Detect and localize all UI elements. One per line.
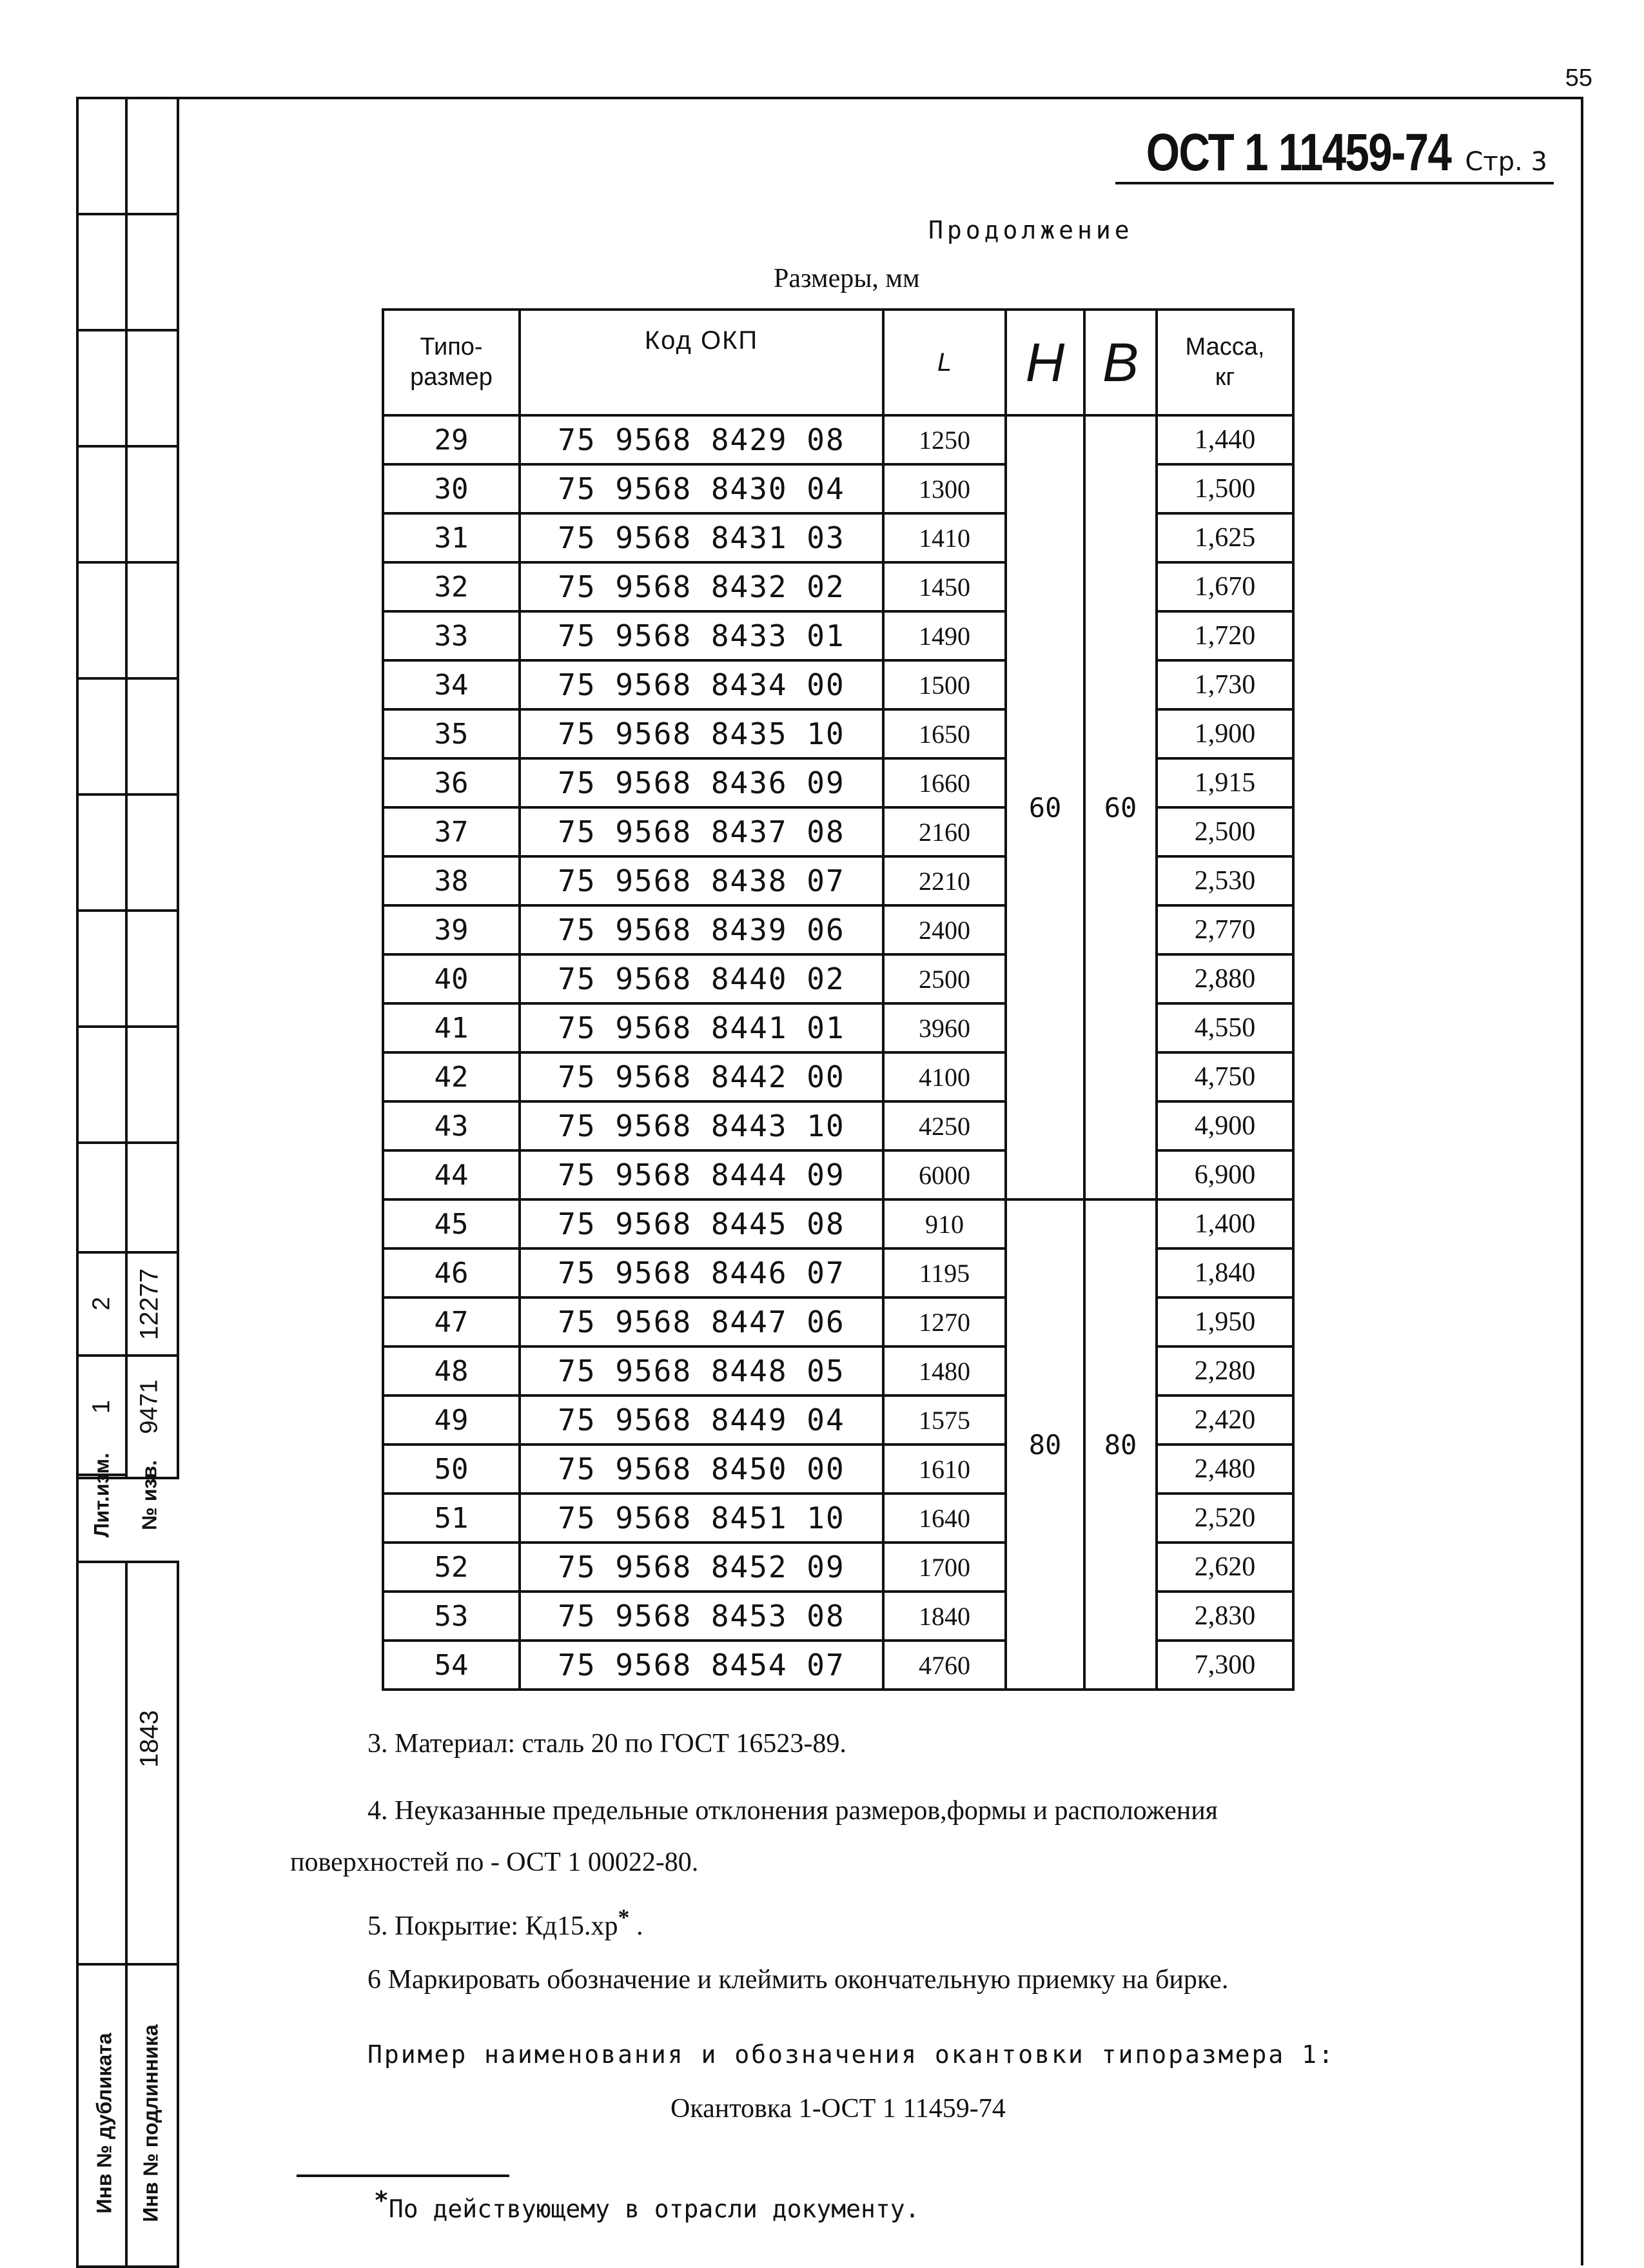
page-number: 55 — [1565, 64, 1592, 92]
cell-type: 52 — [383, 1543, 520, 1592]
table-row — [383, 1592, 1293, 1641]
table-row — [383, 1297, 1293, 1346]
revision-number-2: 2 — [88, 1296, 115, 1311]
table-row — [383, 1395, 1293, 1445]
cell-type: 34 — [383, 660, 520, 709]
cell-length: 4250 — [883, 1101, 1006, 1150]
cell-mass: 2,500 — [1157, 807, 1293, 856]
cell-length: 2500 — [883, 954, 1006, 1003]
cell-code: 75 9568 8439 06 — [520, 905, 883, 954]
notice-label: № изв. — [137, 1460, 161, 1530]
header-type: Типо- размер — [383, 310, 520, 415]
cell-length: 1480 — [883, 1346, 1006, 1395]
cell-type: 33 — [383, 611, 520, 660]
cell-mass: 1,625 — [1157, 513, 1293, 562]
cell-code: 75 9568 8448 05 — [520, 1346, 883, 1395]
cell-mass: 1,915 — [1157, 758, 1293, 807]
dimensions-table — [382, 308, 1295, 1691]
cell-length: 1650 — [883, 709, 1006, 758]
cell-type: 38 — [383, 856, 520, 905]
cell-mass: 2,620 — [1157, 1543, 1293, 1592]
revision-stamp — [76, 97, 179, 1538]
table-row — [383, 1445, 1293, 1494]
cell-mass: 4,550 — [1157, 1003, 1293, 1052]
cell-type: 37 — [383, 807, 520, 856]
note-marking: 6 Маркировать обозначение и клеймить окончательную приемку на бирке. — [367, 1965, 1229, 1995]
cell-length: 1450 — [883, 562, 1006, 611]
table-row — [383, 1199, 1293, 1248]
header-h: H — [1006, 310, 1084, 415]
cell-code: 75 9568 8429 08 — [520, 415, 883, 464]
cell-mass: 4,900 — [1157, 1101, 1293, 1150]
footnote — [374, 2186, 920, 2224]
revision-number-1: 1 — [88, 1399, 115, 1414]
original-inventory-label: Инв № подлинника — [139, 2024, 162, 2222]
notice-number-2: 12277 — [135, 1268, 164, 1341]
cell-code: 75 9568 8433 01 — [520, 611, 883, 660]
cell-mass: 2,770 — [1157, 905, 1293, 954]
cell-type: 54 — [383, 1641, 520, 1690]
cell-length: 4760 — [883, 1641, 1006, 1690]
document-code: ОСТ 1 11459-74 — [1146, 123, 1451, 182]
table-row — [383, 1150, 1293, 1199]
notice-number-1: 9471 — [135, 1379, 163, 1434]
footnote-separator — [297, 2174, 509, 2177]
footnote-star: * — [374, 2186, 389, 2214]
cell-type: 51 — [383, 1494, 520, 1543]
cell-mass: 2,520 — [1157, 1494, 1293, 1543]
cell-code: 75 9568 8441 01 — [520, 1003, 883, 1052]
cell-width-group: 60 — [1084, 415, 1157, 1199]
cell-length: 1250 — [883, 415, 1006, 464]
cell-length: 2160 — [883, 807, 1006, 856]
cell-width-group: 80 — [1084, 1199, 1157, 1690]
note-coating-text: 5. Покрытие: Кд15.хр — [367, 1911, 618, 1941]
note-coating-star: * — [618, 1904, 630, 1930]
original-inventory-number: 1843 — [135, 1710, 164, 1768]
inventory-stamp — [76, 1561, 179, 2268]
table-row — [383, 660, 1293, 709]
cell-mass: 1,840 — [1157, 1248, 1293, 1297]
cell-code: 75 9568 8447 06 — [520, 1297, 883, 1346]
cell-length: 1660 — [883, 758, 1006, 807]
cell-length: 1700 — [883, 1543, 1006, 1592]
cell-mass: 2,480 — [1157, 1445, 1293, 1494]
cell-mass: 2,420 — [1157, 1395, 1293, 1445]
table-header-row — [383, 310, 1293, 415]
duplicate-inventory-label: Инв № дубликата — [92, 2033, 116, 2214]
cell-code: 75 9568 8435 10 — [520, 709, 883, 758]
cell-code: 75 9568 8450 00 — [520, 1445, 883, 1494]
cell-type: 31 — [383, 513, 520, 562]
cell-code: 75 9568 8442 00 — [520, 1052, 883, 1101]
cell-type: 47 — [383, 1297, 520, 1346]
revision-label: Лит.изм. — [90, 1452, 113, 1538]
header-b: B — [1084, 310, 1157, 415]
cell-mass: 1,670 — [1157, 562, 1293, 611]
cell-type: 42 — [383, 1052, 520, 1101]
cell-mass: 4,750 — [1157, 1052, 1293, 1101]
cell-mass: 6,900 — [1157, 1150, 1293, 1199]
cell-type: 43 — [383, 1101, 520, 1150]
cell-code: 75 9568 8434 00 — [520, 660, 883, 709]
table-row — [383, 513, 1293, 562]
table-row — [383, 1346, 1293, 1395]
cell-mass: 1,400 — [1157, 1199, 1293, 1248]
cell-code: 75 9568 8440 02 — [520, 954, 883, 1003]
cell-code: 75 9568 8436 09 — [520, 758, 883, 807]
note-coating-end: . — [629, 1911, 643, 1941]
cell-code: 75 9568 8431 03 — [520, 513, 883, 562]
table-row — [383, 1494, 1293, 1543]
cell-length: 1610 — [883, 1445, 1006, 1494]
cell-mass: 2,280 — [1157, 1346, 1293, 1395]
cell-type: 36 — [383, 758, 520, 807]
header-underline — [1115, 182, 1554, 184]
cell-code: 75 9568 8453 08 — [520, 1592, 883, 1641]
cell-mass: 2,530 — [1157, 856, 1293, 905]
cell-height-group: 60 — [1006, 415, 1084, 1199]
cell-mass: 1,730 — [1157, 660, 1293, 709]
cell-length: 1640 — [883, 1494, 1006, 1543]
cell-type: 30 — [383, 464, 520, 513]
cell-mass: 1,440 — [1157, 415, 1293, 464]
cell-length: 1410 — [883, 513, 1006, 562]
table-row — [383, 807, 1293, 856]
cell-code: 75 9568 8444 09 — [520, 1150, 883, 1199]
note-material: 3. Материал: сталь 20 по ГОСТ 16523-89. — [367, 1729, 846, 1759]
table-row — [383, 415, 1293, 464]
example-value: Окантовка 1-ОСТ 1 11459-74 — [670, 2094, 1006, 2124]
header-mass: Масса, кг — [1157, 310, 1293, 415]
cell-length: 2210 — [883, 856, 1006, 905]
footnote-text: По действующему в отрасли документу. — [388, 2194, 920, 2224]
table-row — [383, 1543, 1293, 1592]
table-row — [383, 611, 1293, 660]
cell-code: 75 9568 8452 09 — [520, 1543, 883, 1592]
cell-length: 4100 — [883, 1052, 1006, 1101]
cell-type: 46 — [383, 1248, 520, 1297]
cell-mass: 1,720 — [1157, 611, 1293, 660]
header-code: Код ОКП — [520, 310, 883, 415]
cell-mass: 2,880 — [1157, 954, 1293, 1003]
header-l: L — [883, 310, 1006, 415]
cell-type: 39 — [383, 905, 520, 954]
cell-mass: 2,830 — [1157, 1592, 1293, 1641]
cell-mass: 7,300 — [1157, 1641, 1293, 1690]
cell-type: 41 — [383, 1003, 520, 1052]
cell-mass: 1,500 — [1157, 464, 1293, 513]
cell-type: 40 — [383, 954, 520, 1003]
cell-type: 44 — [383, 1150, 520, 1199]
cell-height-group: 80 — [1006, 1199, 1084, 1690]
cell-length: 1575 — [883, 1395, 1006, 1445]
cell-code: 75 9568 8445 08 — [520, 1199, 883, 1248]
cell-length: 1840 — [883, 1592, 1006, 1641]
cell-type: 49 — [383, 1395, 520, 1445]
cell-code: 75 9568 8446 07 — [520, 1248, 883, 1297]
table-row — [383, 954, 1293, 1003]
table-row — [383, 562, 1293, 611]
cell-length: 3960 — [883, 1003, 1006, 1052]
document-header — [1079, 123, 1547, 183]
note-tolerances-cont: поверхностей по - ОСТ 1 00022-80. — [290, 1848, 699, 1877]
cell-code: 75 9568 8432 02 — [520, 562, 883, 611]
cell-code: 75 9568 8443 10 — [520, 1101, 883, 1150]
note-coating — [367, 1904, 643, 1942]
table-row — [383, 464, 1293, 513]
cell-length: 2400 — [883, 905, 1006, 954]
page-label: Стр. 3 — [1465, 147, 1547, 177]
cell-code: 75 9568 8437 08 — [520, 807, 883, 856]
note-tolerances: 4. Неуказанные предельные отклонения размеров,формы и расположения — [367, 1796, 1218, 1826]
cell-length: 1195 — [883, 1248, 1006, 1297]
table-row — [383, 905, 1293, 954]
cell-length: 1270 — [883, 1297, 1006, 1346]
table-row — [383, 856, 1293, 905]
cell-length: 6000 — [883, 1150, 1006, 1199]
cell-length: 1500 — [883, 660, 1006, 709]
cell-mass: 1,950 — [1157, 1297, 1293, 1346]
table-row — [383, 1052, 1293, 1101]
dimensions-label: Размеры, мм — [774, 264, 920, 293]
cell-type: 29 — [383, 415, 520, 464]
cell-type: 35 — [383, 709, 520, 758]
cell-code: 75 9568 8438 07 — [520, 856, 883, 905]
cell-mass: 1,900 — [1157, 709, 1293, 758]
cell-length: 910 — [883, 1199, 1006, 1248]
table-row — [383, 1003, 1293, 1052]
table-row — [383, 758, 1293, 807]
cell-type: 32 — [383, 562, 520, 611]
cell-code: 75 9568 8451 10 — [520, 1494, 883, 1543]
table-row — [383, 1248, 1293, 1297]
cell-type: 50 — [383, 1445, 520, 1494]
continuation-label: Продолжение — [928, 216, 1133, 244]
cell-length: 1490 — [883, 611, 1006, 660]
cell-length: 1300 — [883, 464, 1006, 513]
cell-code: 75 9568 8454 07 — [520, 1641, 883, 1690]
example-label: Пример наименования и обозначения окантовки типоразмера 1: — [367, 2040, 1335, 2069]
cell-type: 45 — [383, 1199, 520, 1248]
cell-code: 75 9568 8430 04 — [520, 464, 883, 513]
cell-type: 53 — [383, 1592, 520, 1641]
table-row — [383, 1641, 1293, 1690]
cell-code: 75 9568 8449 04 — [520, 1395, 883, 1445]
table-row — [383, 709, 1293, 758]
cell-type: 48 — [383, 1346, 520, 1395]
table-row — [383, 1101, 1293, 1150]
